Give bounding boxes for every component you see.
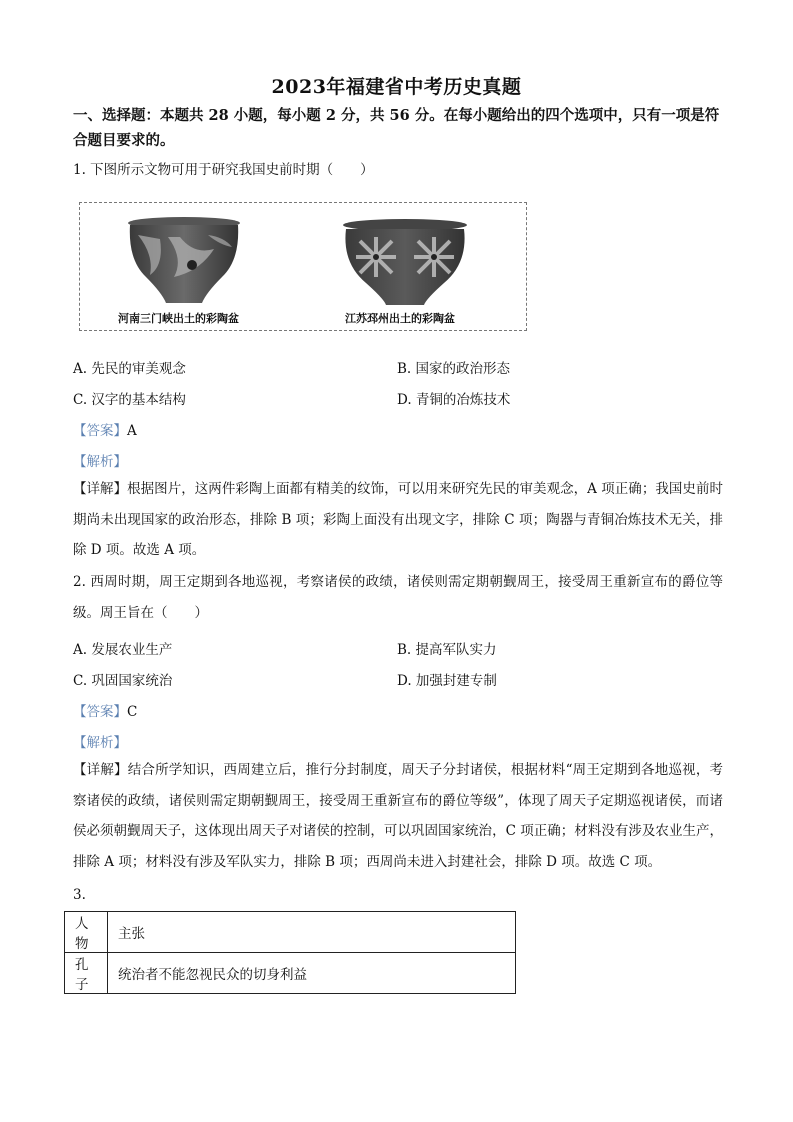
figure-caption-left: 河南三门峡出土的彩陶盆 [118, 312, 239, 325]
table-header-row [65, 912, 516, 953]
table-cell: 孔子 [65, 953, 108, 994]
answer-value: C [127, 704, 138, 720]
option-c: C. 汉字的基本结构 [73, 392, 186, 408]
option-d: D. 加强封建专制 [397, 673, 497, 689]
answer-label: 【答案】 [73, 704, 127, 720]
answer-label: 【答案】 [73, 423, 127, 439]
question-3-table [64, 911, 516, 994]
analysis-label: 【解析】 [73, 735, 127, 751]
detail-label: 【详解】 [73, 481, 128, 497]
answer-line [73, 419, 137, 439]
figure-caption-right: 江苏邳州出土的彩陶盆 [345, 312, 455, 325]
option-a: A. 发展农业生产 [73, 642, 173, 658]
page-title: 2023年福建省中考历史真题 [271, 76, 522, 98]
answer-value: A [127, 423, 137, 439]
question-3-number: 3. [73, 887, 86, 903]
painted-pottery-basin-image [340, 217, 470, 309]
question-1-stem: 1. 下图所示文物可用于研究我国史前时期（ ） [73, 162, 374, 178]
answer-line [73, 700, 137, 720]
detail-label: 【详解】 [73, 762, 128, 778]
detail-text: 结合所学知识，西周建立后，推行分封制度，周天子分封诸侯，根据材料“周王定期到各地巡视，考察诸侯的政绩，诸侯则需定期朝觐周王，接受周王重新宣布的爵位等级”，体现了周天子定期巡视诸侯，而诸侯必须朝觐周天子，这体现出周天子对诸侯的控制，可以巩固国家统治，C 项正确；材料没有涉及农业生产，排除 A 项；材料没有涉及军队实力，排除 B 项；西周尚未进入封建社会，排除 D 项。故选 C 项。 [73, 762, 723, 870]
detail-paragraph [73, 474, 723, 566]
table-header-cell: 主张 [108, 912, 516, 953]
option-b: B. 国家的政治形态 [397, 361, 511, 377]
detail-paragraph [73, 755, 723, 877]
section-header: 一、选择题：本题共 28 小题，每小题 2 分，共 56 分。在每小题给出的四个选项中，只有一项是符合题目要求的。 [73, 107, 720, 149]
painted-pottery-basin-image [124, 215, 244, 307]
table-row [65, 953, 516, 994]
detail-text: 根据图片，这两件彩陶上面都有精美的纹饰，可以用来研究先民的审美观念，A 项正确；我国史前时期尚未出现国家的政治形态，排除 B 项；彩陶上面没有出现文字，排除 C 项；陶器与青铜冶炼技术无关，排除 D 项。故选 A 项。 [73, 481, 723, 558]
option-b: B. 提高军队实力 [397, 642, 497, 658]
question-2-stem: 2. 西周时期，周王定期到各地巡视，考察诸侯的政绩，诸侯则需定期朝觐周王，接受周王重新宣布的爵位等级。周王旨在（ ） [73, 574, 723, 621]
option-a: A. 先民的审美观念 [73, 361, 186, 377]
table-cell: 统治者不能忽视民众的切身利益 [108, 953, 516, 994]
analysis-label: 【解析】 [73, 454, 127, 470]
table-header-cell: 人物 [65, 912, 108, 953]
option-d: D. 青铜的冶炼技术 [397, 392, 511, 408]
question-1-figure [79, 202, 527, 331]
option-c: C. 巩固国家统治 [73, 673, 173, 689]
